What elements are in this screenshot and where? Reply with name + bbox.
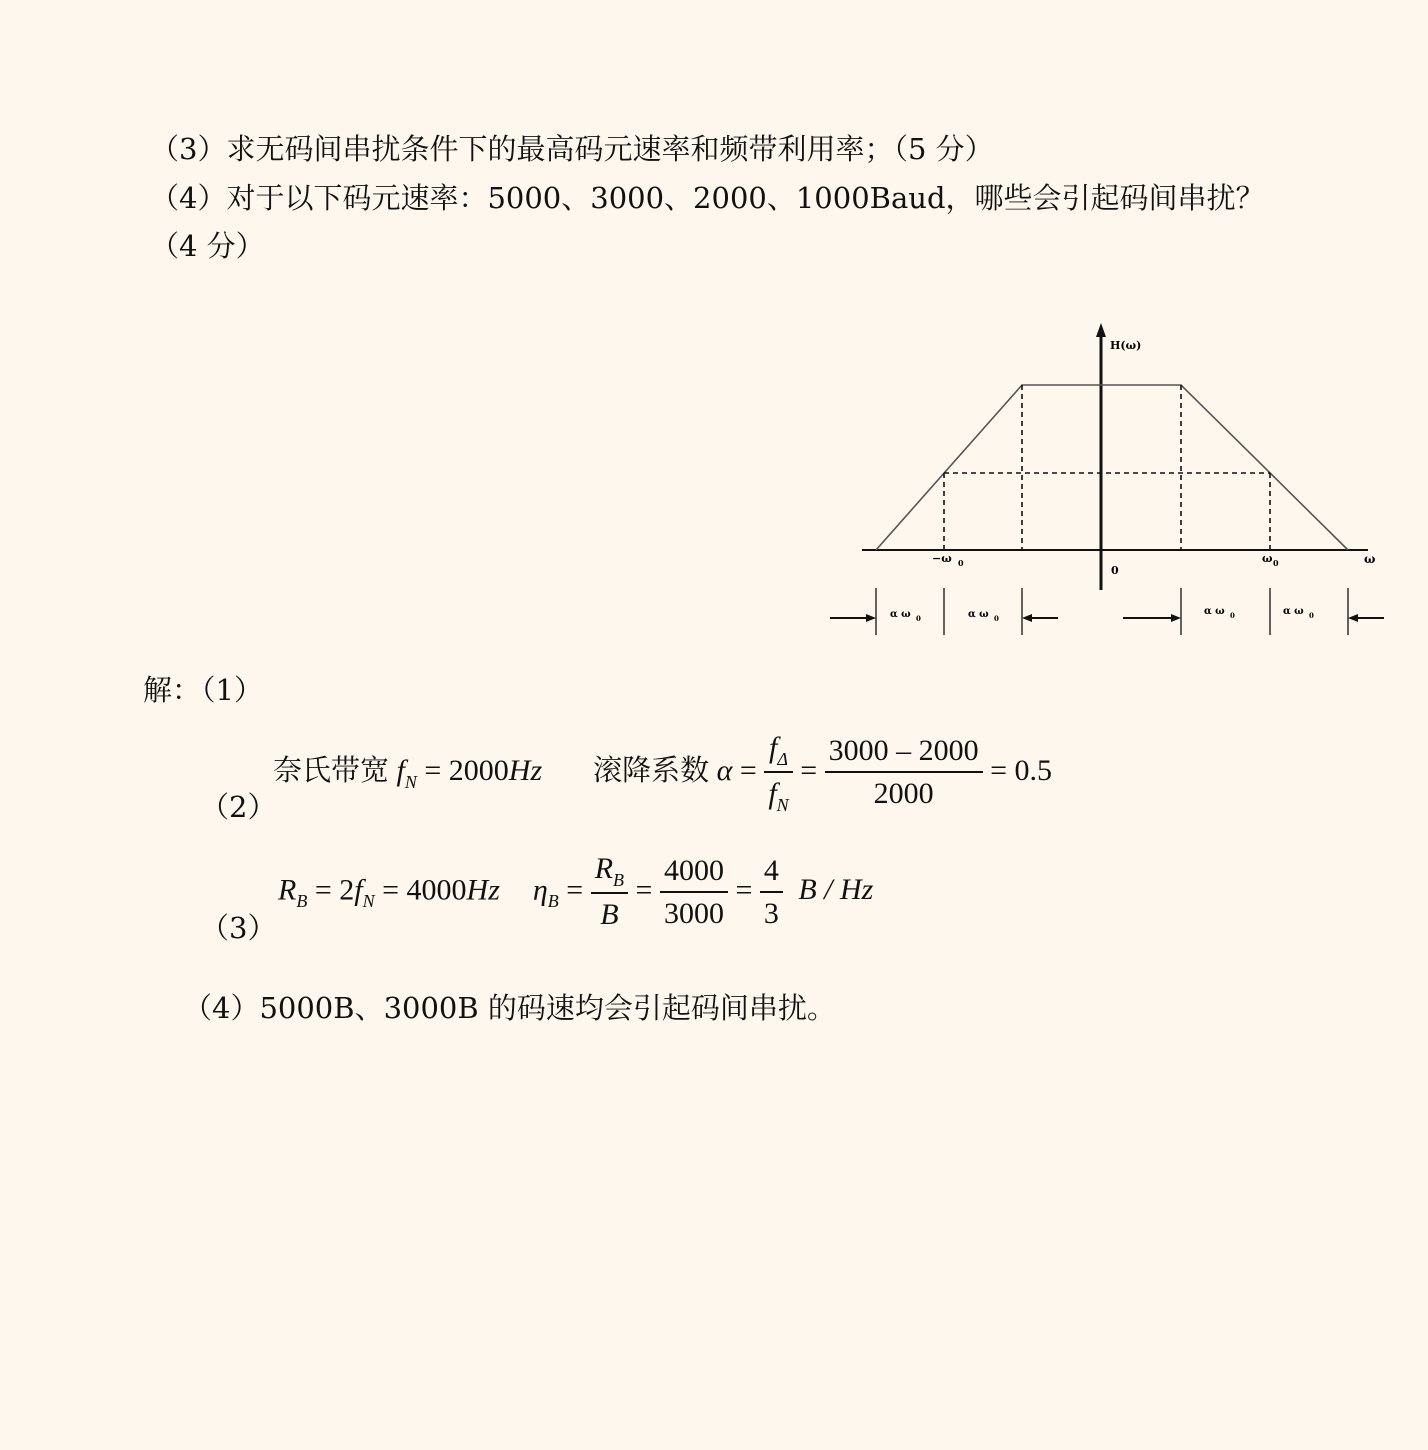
fraction-denominator: 2000 [873,777,934,810]
alpha-w0-label: α ω [1283,606,1304,617]
alpha-symbol: α [716,753,733,787]
nyquist-bandwidth-text: 奈氏带宽 [273,752,390,787]
f-N: f [768,777,777,810]
fraction-numerator: 4 [760,851,783,893]
fraction-4000-over-3000 [660,851,728,935]
RB-num: R [594,852,614,885]
answer-part3-equation: $R_B = 2f_N = 4000Hz$ $\eta_B$ = $\frac{R_B}{B}$ = $\frac{4000}{3000}$ = $\frac{4}{3}$ B / Hz [278,849,873,936]
arrowhead [1348,614,1358,622]
origin-label: 0 [1111,564,1119,577]
pos-w0-sub: 0 [1273,558,1279,568]
eta-sub: B [547,891,559,912]
y-axis-label: H(ω) [1110,339,1142,352]
unit-hz: Hz [466,873,500,907]
fN-symbol: f [396,753,405,787]
alpha-w0-label: α ω [968,609,989,620]
fN-value: = 2000 [416,753,509,787]
fraction-numerator: 4000 [660,851,728,893]
fraction-fdelta-over-fN [764,728,792,818]
answer-part4: （4）5000B、3000B 的码速均会引起码间串扰。 [183,991,836,1025]
frequency-response-diagram [820,315,1395,645]
rolloff-text: 滚降系数 [593,752,710,787]
question-3: （3）求无码间串扰条件下的最高码元速率和频带利用率；（5 分） [150,132,994,166]
fraction-4-over-3 [760,851,783,935]
fraction-values [825,731,983,815]
alpha-w0-sub: 0 [1230,611,1235,620]
arrowhead [1022,614,1032,622]
unit-hz: Hz [508,753,543,787]
fraction-denominator: 3 [763,896,779,930]
rolloff-result: = 0.5 [990,753,1053,787]
eta-symbol: η [532,873,548,907]
delta-sub: Δ [777,749,788,769]
frequency-response-curve [876,385,1348,550]
efficiency-units: B / Hz [798,873,874,907]
fN-subscript: N [404,771,417,792]
arrowhead [866,614,876,622]
x-axis-label: ω [1364,552,1376,566]
neg-w0-label: −ω [932,552,952,565]
answer-heading: 解：（1） [143,673,263,707]
f-delta: f [769,731,778,764]
fraction-numerator: 3000 – 2000 [825,731,983,773]
RB-symbol: R [278,873,297,907]
alpha-w0-sub: 0 [1309,611,1314,620]
RB-value: = 4000 [374,873,467,907]
alpha-w0-label: α ω [890,609,911,620]
RB-sub: B [296,891,308,912]
RB-num-sub: B [613,870,625,890]
neg-w0-sub: 0 [958,558,964,568]
y-axis-arrow [1096,323,1106,337]
fraction-RB-over-B [591,849,628,936]
fraction-denominator: 3000 [663,896,724,930]
question-4: （4）对于以下码元速率：5000、3000、2000、1000Baud，哪些会引起码间串扰？ [150,181,1265,215]
answer-part2-label: （2） [200,790,277,824]
alpha-w0-label: α ω [1204,606,1225,617]
question-4-score: （4 分） [150,229,265,263]
fN-symbol: f [354,873,363,907]
alpha-w0-sub: 0 [994,614,999,623]
N-sub: N [776,795,789,815]
answer-part3-label: （3） [200,911,277,945]
pos-w0-label: ω [1262,552,1273,565]
answer-part2-equation: 奈氏带宽 $f_N = 2000Hz$ 滚降系数 α = $\frac{f_\Delta}{f_N}$ = $\frac{3000 - 2000}{2000}$ = 0.5 [273,728,1052,818]
B-den: B [600,898,619,931]
eq-2: = 2 [307,873,355,907]
alpha-w0-sub: 0 [916,614,921,623]
arrowhead [1171,614,1181,622]
fN-sub: N [362,891,375,912]
